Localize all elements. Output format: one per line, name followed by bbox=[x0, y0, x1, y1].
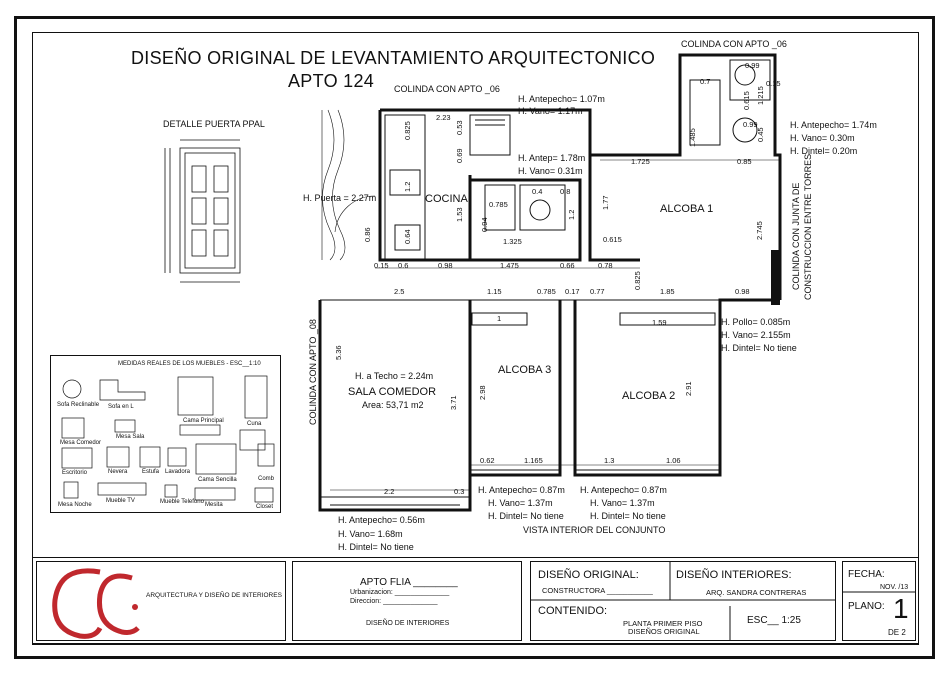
balcony-height: H. Vano= 2.155m bbox=[721, 330, 791, 340]
dim: 0.64 bbox=[403, 229, 412, 244]
furniture-item: Estufa bbox=[142, 469, 160, 475]
neighbor-right-2: CONSTRUCCION ENTRE TORRES bbox=[803, 153, 813, 300]
room-alcoba-1: ALCOBA 1 bbox=[660, 203, 714, 215]
dim: 1.53 bbox=[455, 207, 464, 222]
dim: 1.165 bbox=[524, 456, 543, 465]
door-detail-title: DETALLE PUERTA PPAL bbox=[163, 119, 265, 129]
dim: 3.71 bbox=[449, 395, 458, 410]
sala-window-sill: H. Antepecho= 0.56m bbox=[338, 515, 425, 525]
plano-label: PLANO: bbox=[848, 601, 885, 612]
dim: 1.2 bbox=[567, 209, 576, 220]
fecha-label: FECHA: bbox=[848, 569, 885, 580]
dim: 2.98 bbox=[478, 385, 487, 400]
dim: 0.825 bbox=[403, 121, 412, 140]
plano-number: 1 bbox=[893, 593, 909, 624]
furniture-item: Mesa Noche bbox=[58, 502, 92, 508]
dim: 1 bbox=[497, 314, 502, 323]
room-sala-comedor: SALA COMEDOR bbox=[348, 386, 437, 398]
room-alcoba-2: ALCOBA 2 bbox=[622, 390, 676, 402]
dim: 0.66 bbox=[560, 261, 575, 270]
dim: 0.615 bbox=[742, 91, 751, 110]
dim: 2.2 bbox=[384, 487, 395, 496]
dim: 2.745 bbox=[755, 221, 764, 240]
firm-name: ARQUITECTURA Y DISEÑO DE INTERIORES bbox=[146, 592, 282, 599]
balcony-lintel: H. Dintel= No tiene bbox=[721, 343, 797, 353]
contenido-label: CONTENIDO: bbox=[538, 605, 608, 617]
room-cocina: COCINA bbox=[425, 193, 468, 205]
plan-subtitle: APTO 124 bbox=[288, 71, 375, 91]
apto-label: APTO FLIA ________ bbox=[360, 577, 458, 588]
dim: 0.98 bbox=[735, 287, 750, 296]
dim: 1.3 bbox=[604, 456, 615, 465]
bath-window-height: H. Vano= 0.30m bbox=[790, 133, 855, 143]
dim: 1.2 bbox=[403, 181, 412, 192]
sala-window-lintel: H. Dintel= No tiene bbox=[338, 542, 414, 552]
architect-name: ARQ. SANDRA CONTRERAS bbox=[706, 588, 807, 597]
sala-area: Area: 53,71 m2 bbox=[362, 400, 424, 410]
dim: 0.99 bbox=[743, 120, 758, 129]
dim: 0.8 bbox=[560, 187, 571, 196]
furniture-item: Closet bbox=[256, 504, 274, 510]
furniture-item: Mesita bbox=[205, 502, 223, 508]
dim: 0.785 bbox=[537, 287, 556, 296]
dim: 1.485 bbox=[688, 128, 697, 147]
dim: 1.77 bbox=[601, 195, 610, 210]
dim: 0.6 bbox=[398, 261, 409, 270]
diseno-interiores-label: DISEÑO DE INTERIORES bbox=[366, 620, 450, 627]
dim: 1.15 bbox=[487, 287, 502, 296]
dim: 1.325 bbox=[503, 237, 522, 246]
furniture-item: Comb bbox=[258, 476, 275, 482]
a3-window-sill: H. Antepecho= 0.87m bbox=[478, 485, 565, 495]
furniture-item: Sofa en L bbox=[108, 404, 134, 410]
planta-label: PLANTA PRIMER PISO bbox=[623, 619, 703, 628]
furniture-item: Cama Principal bbox=[183, 418, 224, 424]
dim: 0.85 bbox=[737, 157, 752, 166]
neighbor-top: COLINDA CON APTO _06 bbox=[394, 84, 500, 94]
furniture-item: Mesa Sala bbox=[116, 434, 145, 440]
disenos-label: DISEÑOS ORIGINAL bbox=[628, 627, 700, 636]
dim: 0.4 bbox=[532, 187, 543, 196]
dim: 0.45 bbox=[756, 127, 765, 142]
dim: 0.825 bbox=[633, 271, 642, 290]
a3-window-height: H. Vano= 1.37m bbox=[488, 498, 553, 508]
furniture-item: Cuna bbox=[247, 421, 262, 427]
furniture-item: Cama Sencilla bbox=[198, 477, 237, 483]
fecha-value: NOV. /13 bbox=[880, 584, 909, 591]
sala-window-height: H. Vano= 1.68m bbox=[338, 529, 403, 539]
furniture-item: Mesa Comedor bbox=[60, 440, 102, 446]
dim: 2.23 bbox=[436, 113, 451, 122]
kitchen-window-sill: H. Antepecho= 1.07m bbox=[518, 94, 605, 104]
dim: 1.475 bbox=[500, 261, 519, 270]
dim: 0.98 bbox=[438, 261, 453, 270]
dim: 0.15 bbox=[374, 261, 389, 270]
dim: 0.7 bbox=[700, 77, 711, 86]
plano-total: DE 2 bbox=[888, 628, 906, 637]
dim: 0.94 bbox=[480, 217, 489, 232]
dim: 5.36 bbox=[334, 345, 343, 360]
dim: 0.615 bbox=[603, 235, 622, 244]
a2-window-height: H. Vano= 1.37m bbox=[590, 498, 655, 508]
a2-window-sill: H. Antepecho= 0.87m bbox=[580, 485, 667, 495]
furniture-item: Sofa Reclinable bbox=[57, 402, 100, 408]
kitchen-window-height: H. Vano= 1.17m bbox=[518, 106, 583, 116]
dim: 0.99 bbox=[745, 61, 760, 70]
dim: 2.5 bbox=[394, 287, 405, 296]
dim: 0.77 bbox=[590, 287, 605, 296]
constructora-label: CONSTRUCTORA ___________ bbox=[542, 586, 653, 595]
neighbor-right-1: COLINDA CON JUNTA DE bbox=[791, 182, 801, 290]
a2-window-lintel: H. Dintel= No tiene bbox=[590, 511, 666, 521]
dim: 0.15 bbox=[766, 79, 781, 88]
furniture-item: Mueble Telefono bbox=[160, 499, 204, 505]
dim: 1.59 bbox=[652, 318, 667, 327]
laundry-window-sill: H. Antep= 1.78m bbox=[518, 153, 586, 163]
neighbor-top-right: COLINDA CON APTO _06 bbox=[681, 39, 787, 49]
furniture-item: Escritorio bbox=[62, 470, 88, 476]
dim: 2.91 bbox=[684, 381, 693, 396]
dim: 1.725 bbox=[631, 157, 650, 166]
furniture-item: Mueble TV bbox=[106, 498, 135, 504]
urbanizacion-label: Urbanizacion: ______________ bbox=[350, 589, 450, 596]
door-height: H. Puerta = 2.27m bbox=[303, 193, 377, 203]
dim: 0.53 bbox=[455, 120, 464, 135]
dim: 1.85 bbox=[660, 287, 675, 296]
laundry-window-height: H. Vano= 0.31m bbox=[518, 166, 583, 176]
furniture-legend-title: MEDIDAS REALES DE LOS MUEBLES - ESC__1:10 bbox=[118, 361, 261, 367]
diseno-original-label: DISEÑO ORIGINAL: bbox=[538, 569, 639, 581]
dim: 0.69 bbox=[455, 148, 464, 163]
furniture-item: Lavadora bbox=[165, 469, 191, 475]
dim: 0.3 bbox=[454, 487, 465, 496]
neighbor-bottom: VISTA INTERIOR DEL CONJUNTO bbox=[523, 525, 666, 535]
bath-window-sill: H. Antepecho= 1.74m bbox=[790, 120, 877, 130]
escala-label: ESC__ 1:25 bbox=[747, 615, 801, 626]
direccion-label: Direccion: ______________ bbox=[350, 598, 438, 605]
sala-ceiling-height: H. a Techo = 2.24m bbox=[355, 371, 434, 381]
dim: 0.785 bbox=[489, 200, 508, 209]
dim: 1.215 bbox=[756, 86, 765, 105]
plan-title: DISEÑO ORIGINAL DE LEVANTAMIENTO ARQUITECTONICO bbox=[131, 48, 656, 68]
diseno-interiores-heading: DISEÑO INTERIORES: bbox=[676, 569, 792, 581]
dim: 1.06 bbox=[666, 456, 681, 465]
logo-sc bbox=[55, 571, 138, 637]
a3-window-lintel: H. Dintel= No tiene bbox=[488, 511, 564, 521]
room-alcoba-3: ALCOBA 3 bbox=[498, 364, 552, 376]
dim: 0.78 bbox=[598, 261, 613, 270]
dim: 0.62 bbox=[480, 456, 495, 465]
neighbor-left: COLINDA CON APTO _08 bbox=[308, 319, 318, 425]
balcony-rail: H. Pollo= 0.085m bbox=[721, 317, 791, 327]
furniture-item: Nevera bbox=[108, 469, 128, 475]
bath-window-lintel: H. Dintel= 0.20m bbox=[790, 146, 858, 156]
dim: 0.86 bbox=[363, 227, 372, 242]
dim: 0.17 bbox=[565, 287, 580, 296]
